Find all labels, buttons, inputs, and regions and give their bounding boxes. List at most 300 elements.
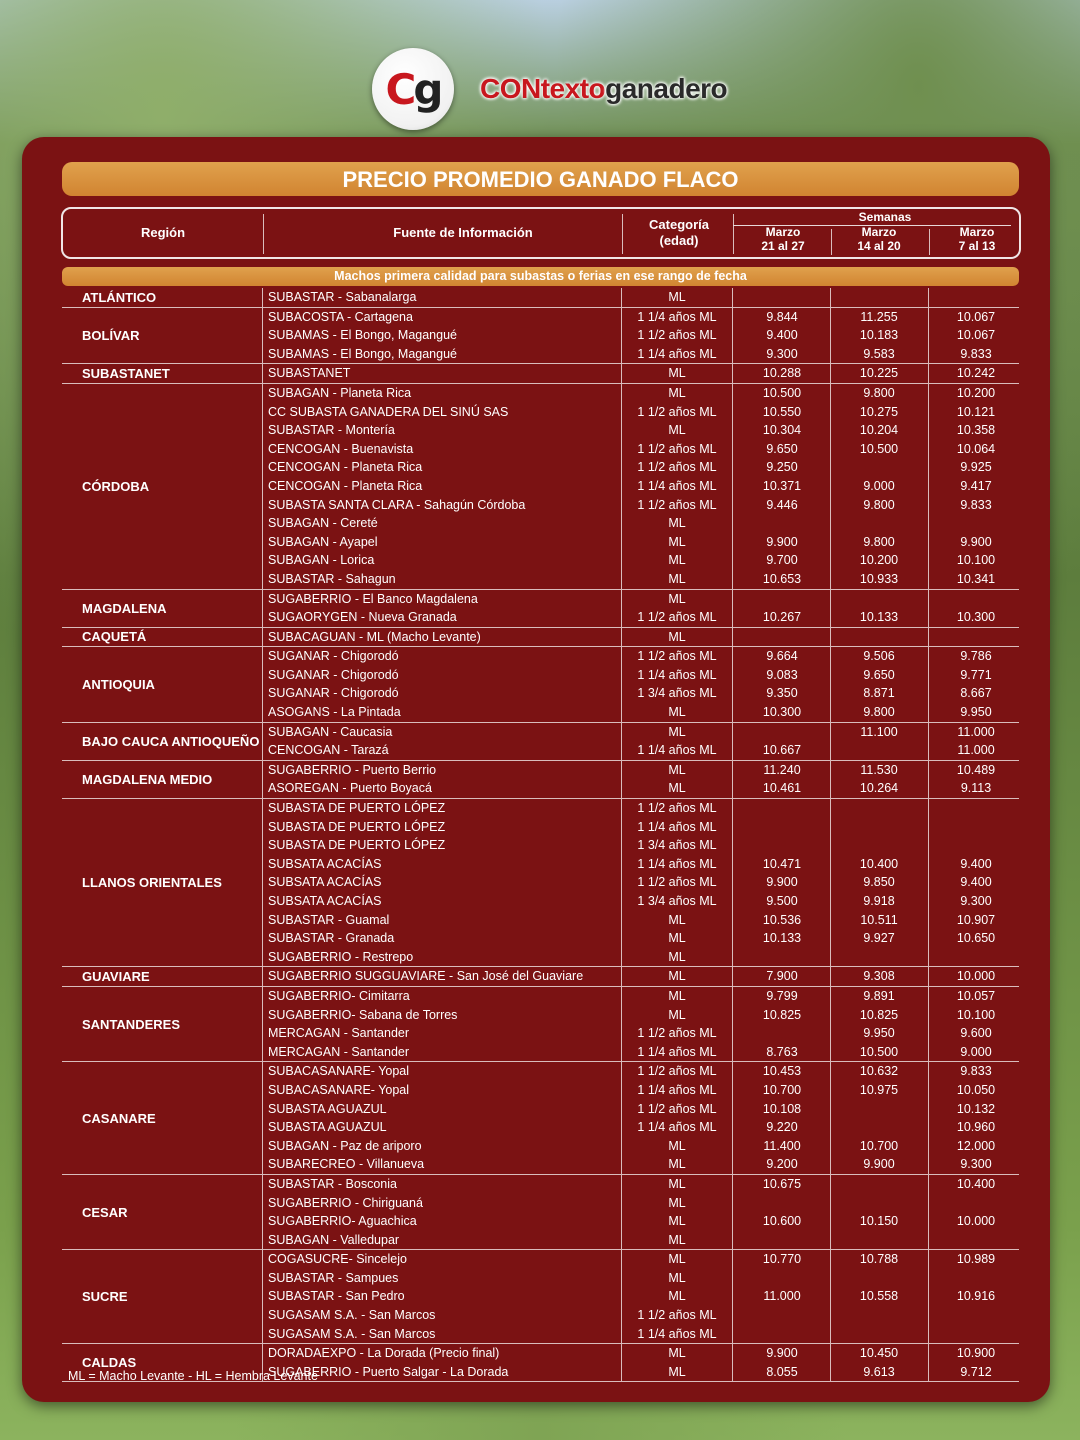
cell-week-3: 9.833 <box>960 497 992 512</box>
table-row <box>62 628 1019 647</box>
cell-category: ML <box>668 591 686 606</box>
cell-week-2: 9.918 <box>863 894 895 908</box>
cell-category: ML <box>668 931 686 946</box>
cell-week-2: 10.511 <box>860 912 898 927</box>
cell-category: ML <box>668 1195 686 1210</box>
cell-week-3: 9.771 <box>960 667 992 682</box>
cell-week-1: 10.550 <box>762 404 802 419</box>
cell-week-2 <box>830 948 928 967</box>
cell-week-3 <box>928 799 1024 818</box>
table-row <box>62 836 1019 855</box>
cell-week-2: 9.900 <box>863 1157 895 1172</box>
region-group <box>62 590 1019 628</box>
region-name: CASANARE <box>82 1110 156 1126</box>
cell-week-3 <box>928 818 1024 837</box>
cell-week-1: 9.650 <box>766 441 798 456</box>
cell-category: ML <box>668 781 686 796</box>
cell-category: ML <box>668 423 686 438</box>
table-row <box>62 1024 1019 1043</box>
region-name: SANTANDERES <box>82 1016 180 1032</box>
region-name: CÓRDOBA <box>82 478 150 494</box>
table-row <box>62 1175 1019 1194</box>
cell-week-2: 9.800 <box>863 385 895 400</box>
cell-week-2 <box>830 1231 928 1250</box>
table-row <box>62 496 1019 515</box>
header-divider <box>733 214 734 254</box>
cell-category: 1 1/4 años ML <box>637 819 717 834</box>
region-name: SUBASTANET <box>82 366 170 382</box>
cell-category: ML <box>668 1138 686 1153</box>
cell-week-2: 10.933 <box>859 571 899 586</box>
cell-week-1 <box>734 288 830 307</box>
logo-text-dark: ganadero <box>605 73 728 104</box>
cell-week-1: 9.664 <box>766 649 798 664</box>
cell-source: SUBACAGUAN - ML (Macho Levante) <box>268 629 481 644</box>
cell-week-3: 9.950 <box>960 705 992 720</box>
cell-week-3: 9.600 <box>960 1026 992 1041</box>
cell-category: 1 1/2 años ML <box>637 649 717 664</box>
table-row <box>62 1043 1019 1062</box>
cell-week-3: 9.833 <box>960 346 992 361</box>
cell-week-2 <box>830 818 928 837</box>
cell-week-2: 11.100 <box>860 724 898 739</box>
cell-week-2 <box>830 1100 928 1119</box>
cell-week-1: 9.900 <box>766 875 798 890</box>
table-row <box>62 570 1019 589</box>
cell-category: 1 1/4 años ML <box>637 667 717 682</box>
region-name: LLANOS ORIENTALES <box>82 875 222 891</box>
cell-week-3: 10.000 <box>956 969 996 984</box>
cell-source: SUGABERRIO - Puerto Salgar - La Dorada <box>268 1364 509 1379</box>
cell-source: SUBASTAR - Sabanalarga <box>268 290 417 304</box>
cell-source: SUBAGAN - Caucasia <box>268 724 393 739</box>
cell-source: SUBASTA DE PUERTO LÓPEZ <box>268 801 446 816</box>
cell-week-3 <box>928 1194 1024 1213</box>
cell-week-1 <box>734 1231 830 1250</box>
cell-week-3: 9.900 <box>960 534 992 549</box>
cell-source: SUBASTA SANTA CLARA - Sahagún Córdoba <box>268 497 526 512</box>
logo-text-red: CONtexto <box>480 73 606 104</box>
cell-source: CENCOGAN - Planeta Rica <box>268 460 423 475</box>
cell-week-1: 10.300 <box>762 705 802 720</box>
table-row <box>62 929 1019 948</box>
cell-category: 1 1/4 años ML <box>637 346 717 361</box>
cell-source: ASOGANS - La Pintada <box>268 705 401 720</box>
cell-week-2 <box>830 590 928 609</box>
cell-week-1: 9.083 <box>766 667 798 682</box>
cell-week-1: 9.500 <box>766 894 798 908</box>
table-row <box>62 590 1019 609</box>
cell-category: ML <box>668 366 686 381</box>
table-row <box>62 666 1019 685</box>
cell-week-2: 9.891 <box>863 988 895 1003</box>
cell-week-1: 11.240 <box>763 762 801 777</box>
cell-week-1: 10.653 <box>762 571 802 586</box>
table-row <box>62 684 1019 703</box>
region-group <box>62 364 1019 384</box>
cell-category: 1 1/2 años ML <box>637 875 717 890</box>
cell-week-3 <box>928 836 1024 855</box>
cell-source: SUBAMAS - El Bongo, Magangué <box>268 328 457 343</box>
region-group <box>62 1175 1019 1250</box>
cell-week-2: 9.308 <box>863 969 895 984</box>
table-row <box>62 1006 1019 1025</box>
page-title: PRECIO PROMEDIO GANADO FLACO <box>62 162 1019 196</box>
cell-category: 1 1/2 años ML <box>637 801 717 816</box>
region-group <box>62 1062 1019 1175</box>
table-row <box>62 458 1019 477</box>
cell-week-3: 9.925 <box>960 460 992 475</box>
cell-week-1: 10.288 <box>762 366 802 381</box>
region-group <box>62 308 1019 365</box>
table-row <box>62 948 1019 967</box>
cell-week-2 <box>830 741 928 760</box>
cell-week-2 <box>830 458 928 477</box>
cell-week-3: 9.113 <box>960 781 992 796</box>
table-row <box>62 477 1019 496</box>
cell-week-3: 10.200 <box>956 385 996 400</box>
cell-source: ASOREGAN - Puerto Boyacá <box>268 781 432 796</box>
cell-category: 1 1/4 años ML <box>637 743 717 758</box>
table-row <box>62 1231 1019 1250</box>
region-name: BAJO CAUCA ANTIOQUEÑO <box>82 733 260 749</box>
cell-week-3: 10.242 <box>956 366 996 381</box>
header-week-3-range: 7 al 13 <box>958 239 996 253</box>
cell-category: 1 1/2 años ML <box>637 497 717 512</box>
cell-category: 1 1/4 años ML <box>637 478 717 493</box>
table-row <box>62 761 1019 780</box>
table-row <box>62 1155 1019 1174</box>
cell-week-2: 9.850 <box>863 875 895 890</box>
header-category: Categoría (edad) <box>649 217 709 248</box>
cell-category: ML <box>668 1232 686 1247</box>
cell-week-2 <box>830 288 928 307</box>
table-row <box>62 440 1019 459</box>
table-row <box>62 1306 1019 1325</box>
cell-week-3: 10.960 <box>956 1120 996 1135</box>
region-name: ATLÁNTICO <box>82 289 157 305</box>
cell-week-3 <box>928 288 1024 307</box>
cell-week-2: 8.871 <box>863 686 895 701</box>
cell-source: SUBASTAR - Granada <box>268 931 395 946</box>
cell-week-2: 10.975 <box>859 1082 899 1097</box>
table-row <box>62 1062 1019 1081</box>
cell-week-3: 9.786 <box>960 649 992 664</box>
header-weeks-label <box>735 210 1035 224</box>
cell-category: 1 1/4 años ML <box>637 1120 717 1135</box>
cell-category: 1 1/4 años ML <box>637 856 717 871</box>
cell-category: 1 1/2 años ML <box>637 1308 717 1323</box>
cell-week-3: 10.489 <box>956 762 996 777</box>
cell-week-3 <box>928 1269 1024 1288</box>
cell-source: SUGANAR - Chigorodó <box>268 649 399 664</box>
cell-source: SUBASTAR - Sampues <box>268 1270 399 1285</box>
cell-week-2: 10.225 <box>859 366 899 381</box>
cell-week-1: 10.600 <box>762 1214 802 1229</box>
cell-source: DORADAEXPO - La Dorada (Precio final) <box>268 1346 500 1361</box>
price-panel <box>22 137 1050 1402</box>
cell-category: 1 1/2 años ML <box>637 1101 717 1116</box>
cell-source: CENCOGAN - Tarazá <box>268 743 389 758</box>
cell-week-2: 10.133 <box>859 610 899 625</box>
cell-week-1 <box>734 590 830 609</box>
cell-week-1: 10.371 <box>762 478 802 493</box>
cell-week-1: 10.304 <box>762 423 802 438</box>
cell-category: ML <box>668 629 686 644</box>
cell-week-1: 10.667 <box>762 743 802 758</box>
cell-category: ML <box>668 1270 686 1285</box>
cell-source: SUBSATA ACACÍAS <box>268 875 382 890</box>
cell-category: ML <box>668 705 686 720</box>
table-row <box>62 741 1019 760</box>
cell-week-3: 10.067 <box>956 328 996 343</box>
cell-category: ML <box>668 1364 686 1379</box>
cell-week-1: 9.300 <box>766 346 798 361</box>
table-row <box>62 1194 1019 1213</box>
cell-week-1 <box>734 514 830 533</box>
cell-week-1: 9.250 <box>766 460 798 475</box>
cell-source: CENCOGAN - Buenavista <box>268 441 414 456</box>
cell-source: SUBAGAN - Valledupar <box>268 1232 400 1247</box>
cell-week-2: 10.558 <box>859 1289 899 1304</box>
region-name: CESAR <box>82 1204 128 1220</box>
cell-week-2: 9.927 <box>863 931 895 946</box>
table-row <box>62 551 1019 570</box>
table-row <box>62 703 1019 722</box>
cell-source: SUGANAR - Chigorodó <box>268 667 399 682</box>
cell-week-1: 10.471 <box>762 856 802 871</box>
region-name: BOLÍVAR <box>82 327 140 343</box>
region-name: CAQUETÁ <box>82 629 147 645</box>
cell-week-1 <box>734 723 830 742</box>
header-week-1-range: 21 al 27 <box>761 239 805 253</box>
table-row <box>62 1344 1019 1363</box>
cell-week-3: 10.650 <box>956 931 996 946</box>
header-source: Fuente de Información <box>393 225 533 240</box>
table-row <box>62 1137 1019 1156</box>
cell-source: SUBAGAN - Paz de ariporo <box>268 1138 422 1153</box>
cell-week-2: 11.255 <box>860 309 898 324</box>
cell-source: SUBSATA ACACÍAS <box>268 856 382 871</box>
cell-source: SUBACASANARE- Yopal <box>268 1064 410 1079</box>
cell-week-3 <box>928 514 1024 533</box>
cell-week-1: 9.400 <box>766 328 798 343</box>
cell-week-2 <box>830 836 928 855</box>
cell-week-1: 9.220 <box>766 1120 798 1135</box>
cell-week-1 <box>734 1269 830 1288</box>
cell-week-3: 10.000 <box>956 1214 996 1229</box>
cell-week-3 <box>928 590 1024 609</box>
cell-source: SUGABERRIO - El Banco Magdalena <box>268 591 478 606</box>
cell-week-3: 9.712 <box>960 1364 992 1379</box>
cell-category: 1 1/2 años ML <box>637 610 717 625</box>
cell-week-1: 10.108 <box>762 1101 802 1116</box>
cell-week-3 <box>928 1325 1024 1344</box>
cell-category: 1 3/4 años ML <box>637 838 717 853</box>
cell-category: ML <box>668 1289 686 1304</box>
cell-source: SUBARECREO - Villanueva <box>268 1157 425 1172</box>
price-table <box>62 288 1019 1382</box>
table-row <box>62 818 1019 837</box>
cell-category: ML <box>668 724 686 739</box>
cell-week-2: 10.275 <box>859 404 899 419</box>
cell-source: SUBASTAR - Sahagun <box>268 571 396 586</box>
cell-source: MERCAGAN - Santander <box>268 1026 410 1041</box>
cell-week-3 <box>928 948 1024 967</box>
cell-category: ML <box>668 762 686 777</box>
header-weeks-text: Semanas <box>858 210 912 224</box>
cell-category: ML <box>668 385 686 400</box>
cell-week-2: 9.650 <box>863 667 895 682</box>
cell-category: 1 1/2 años ML <box>637 404 717 419</box>
cell-week-1: 10.500 <box>762 385 802 400</box>
header-week-2-month: Marzo <box>861 225 897 239</box>
cell-category: ML <box>668 1157 686 1172</box>
cell-week-1: 10.770 <box>762 1252 802 1267</box>
cell-source: SUGASAM S.A. - San Marcos <box>268 1308 436 1323</box>
cell-week-1: 9.700 <box>766 553 798 568</box>
cell-week-1: 9.900 <box>766 534 798 549</box>
cell-week-2: 10.788 <box>859 1252 899 1267</box>
cell-week-3 <box>928 1306 1024 1325</box>
cell-week-3: 9.833 <box>960 1064 992 1079</box>
cell-category: ML <box>668 516 686 531</box>
cell-category: ML <box>668 534 686 549</box>
cell-week-2: 11.530 <box>860 762 898 777</box>
logo-mark <box>372 48 454 130</box>
table-row <box>62 308 1019 327</box>
cell-category: 1 1/2 años ML <box>637 1064 717 1079</box>
cell-category: ML <box>668 553 686 568</box>
region-group <box>62 987 1019 1062</box>
header-week-2 <box>831 225 927 253</box>
cell-week-3: 9.400 <box>960 856 992 871</box>
cell-week-2: 9.000 <box>863 478 895 493</box>
cell-week-2 <box>830 1175 928 1194</box>
region-group <box>62 967 1019 987</box>
cell-week-3: 10.358 <box>956 423 996 438</box>
table-row <box>62 647 1019 666</box>
cell-week-2: 10.200 <box>859 553 899 568</box>
cell-week-3: 10.064 <box>956 441 996 456</box>
table-row <box>62 421 1019 440</box>
cell-category: ML <box>668 988 686 1003</box>
cell-week-3: 10.300 <box>956 610 996 625</box>
logo-wordmark <box>480 73 727 105</box>
cell-category: ML <box>668 1252 686 1267</box>
cell-category: ML <box>668 949 686 964</box>
cell-week-2: 10.500 <box>859 1044 899 1059</box>
region-group <box>62 799 1019 967</box>
cell-source: SUBASTAR - Guamal <box>268 912 390 927</box>
cell-week-2: 9.800 <box>863 497 895 512</box>
cell-source: SUBASTA AGUAZUL <box>268 1101 387 1116</box>
table-row <box>62 1212 1019 1231</box>
region-group <box>62 384 1019 590</box>
cell-week-2: 9.800 <box>863 534 895 549</box>
region-group <box>62 288 1019 308</box>
cell-source: SUBAGAN - Ayapel <box>268 534 378 549</box>
cell-week-1: 10.133 <box>762 931 802 946</box>
region-group <box>62 628 1019 648</box>
cell-week-1: 8.055 <box>766 1364 798 1379</box>
cell-week-3: 8.667 <box>960 686 992 701</box>
cell-source: SUGABERRIO- Aguachica <box>268 1214 417 1229</box>
cell-week-2 <box>830 1118 928 1137</box>
table-row <box>62 364 1019 383</box>
table-row <box>62 873 1019 892</box>
cell-category: ML <box>668 1007 686 1022</box>
cell-category: 1 3/4 años ML <box>637 894 717 908</box>
header-week-2-range: 14 al 20 <box>857 239 901 253</box>
cell-week-3: 10.057 <box>956 988 996 1003</box>
cell-source: SUGAORYGEN - Nueva Granada <box>268 610 457 625</box>
cell-week-1: 10.453 <box>762 1064 802 1079</box>
cell-source: COGASUCRE- Sincelejo <box>268 1252 407 1267</box>
region-name: GUAVIARE <box>82 969 150 985</box>
cell-week-2 <box>830 1269 928 1288</box>
cell-week-2 <box>830 1194 928 1213</box>
cell-week-3: 12.000 <box>956 1138 996 1153</box>
table-row <box>62 1325 1019 1344</box>
cell-category: 1 1/2 años ML <box>637 441 717 456</box>
cell-source: SUBASTANET <box>268 366 351 381</box>
cell-week-1: 9.900 <box>766 1346 798 1361</box>
cell-week-1: 9.200 <box>766 1157 798 1172</box>
logo-mark-g: g <box>413 64 441 114</box>
cell-week-1: 10.461 <box>762 781 802 796</box>
cell-category: 1 1/4 años ML <box>637 309 717 324</box>
cell-source: SUBASTAR - San Pedro <box>268 1289 405 1304</box>
cell-week-2: 9.613 <box>863 1364 895 1379</box>
cell-source: SUBAGAN - Planeta Rica <box>268 385 412 400</box>
cell-week-3 <box>928 628 1024 647</box>
cell-category: ML <box>668 571 686 586</box>
cell-week-3: 10.989 <box>956 1252 996 1267</box>
table-row <box>62 1081 1019 1100</box>
table-row <box>62 1250 1019 1269</box>
cell-source: SUGANAR - Chigorodó <box>268 686 399 701</box>
cell-week-3 <box>928 1231 1024 1250</box>
cell-week-3: 10.067 <box>956 309 996 324</box>
cell-week-3: 10.400 <box>956 1176 996 1191</box>
cell-source: SUBASTAR - Bosconia <box>268 1176 397 1191</box>
table-row <box>62 967 1019 986</box>
cell-category: ML <box>668 1176 686 1191</box>
cell-source: CENCOGAN - Planeta Rica <box>268 478 423 493</box>
cell-week-3: 11.000 <box>957 743 995 758</box>
table-row <box>62 403 1019 422</box>
cell-source: SUGABERRIO - Puerto Berrio <box>268 762 437 777</box>
cell-source: SUBAGAN - Lorica <box>268 553 375 568</box>
cell-week-1: 9.350 <box>766 686 798 701</box>
cell-week-3: 10.132 <box>956 1101 996 1116</box>
table-row <box>62 779 1019 798</box>
table-row <box>62 384 1019 403</box>
table-row <box>62 799 1019 818</box>
cell-week-3: 9.400 <box>960 875 992 890</box>
cell-week-2: 10.183 <box>859 328 899 343</box>
header-region: Región <box>140 225 186 240</box>
cell-category: 1 1/4 años ML <box>637 1082 717 1097</box>
cell-source: SUBSATA ACACÍAS <box>268 894 382 908</box>
region-name: CALDAS <box>82 1355 137 1371</box>
cell-week-1: 7.900 <box>766 969 798 984</box>
cell-week-3: 9.300 <box>960 894 992 908</box>
cell-week-2 <box>830 1306 928 1325</box>
cell-week-1 <box>734 799 830 818</box>
cell-source: SUBAMAS - El Bongo, Magangué <box>268 346 457 361</box>
